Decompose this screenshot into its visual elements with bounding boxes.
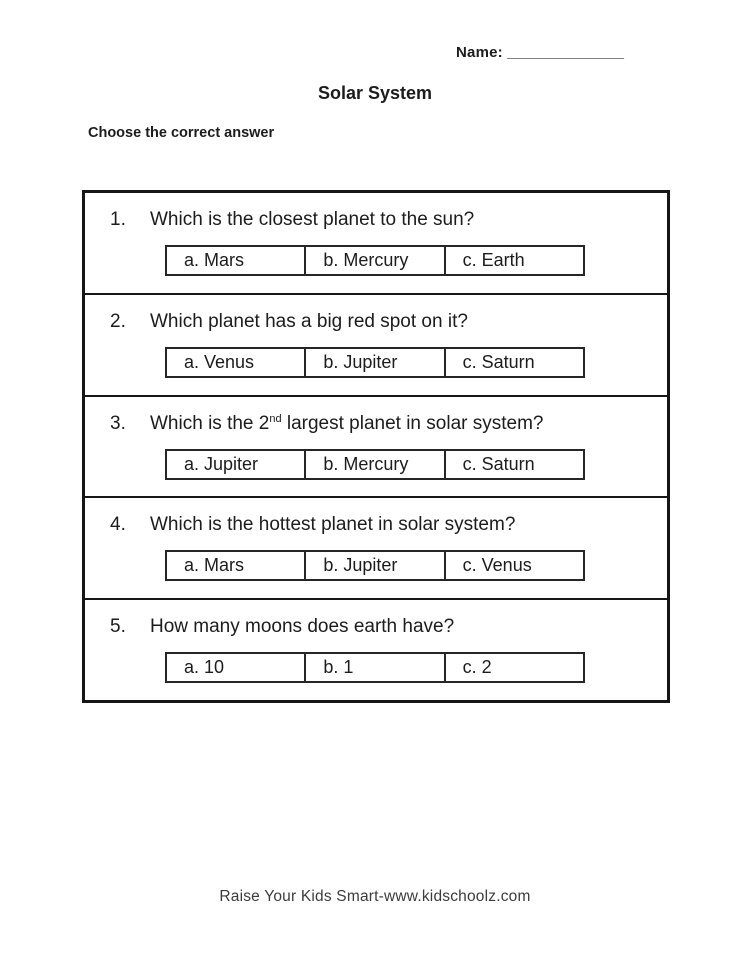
superscript-ordinal: nd <box>269 412 282 425</box>
answer-options-1 <box>165 245 585 276</box>
name-blank-field[interactable]: ______________ <box>507 44 625 61</box>
answer-option-c[interactable]: c. Saturn <box>462 351 535 372</box>
answer-option-b[interactable]: b. 1 <box>306 654 445 681</box>
answer-options-2 <box>165 347 585 378</box>
question-text: Which planet has a big red spot on it? <box>150 310 468 332</box>
question-number: 3. <box>110 412 126 434</box>
question-1 <box>110 207 667 233</box>
answer-options-3 <box>165 449 585 480</box>
answer-option-a[interactable]: a. Venus <box>167 349 306 376</box>
quiz-table <box>82 190 670 703</box>
question-text: How many moons does earth have? <box>150 616 455 638</box>
question-number: 2. <box>110 310 126 332</box>
answer-option-a[interactable]: a. 10 <box>167 654 306 681</box>
answer-option-a[interactable]: a. Mars <box>167 247 306 274</box>
answer-option-b[interactable]: b. Mercury <box>306 451 445 478</box>
instruction-text: Choose the correct answer <box>88 125 275 141</box>
answer-options-4 <box>165 550 585 581</box>
answer-option-c[interactable]: c. Saturn <box>462 453 535 474</box>
answer-option-c[interactable]: c. 2 <box>462 657 492 678</box>
answer-option-c[interactable]: c. Earth <box>462 250 525 270</box>
question-row-5 <box>85 600 667 700</box>
question-row-1 <box>85 193 667 295</box>
question-text: Which is the hottest planet in solar system? <box>150 514 516 536</box>
question-5 <box>110 614 667 640</box>
question-2 <box>110 309 667 335</box>
answer-option-b[interactable]: b. Jupiter <box>306 552 445 579</box>
question-number: 5. <box>110 616 126 638</box>
name-label: Name: <box>456 44 503 61</box>
page-title: Solar System <box>317 83 433 103</box>
footer-text: Raise Your Kids Smart-www.kidschoolz.com <box>219 888 531 905</box>
question-row-2 <box>85 295 667 397</box>
question-3 <box>110 411 667 437</box>
answer-option-b[interactable]: b. Jupiter <box>306 349 445 376</box>
question-number: 4. <box>110 514 126 536</box>
question-text-part: largest planet in solar system? <box>281 412 544 434</box>
question-text: Which is the closest planet to the sun? <box>150 209 475 230</box>
question-number: 1. <box>110 209 126 230</box>
answer-option-c[interactable]: c. Venus <box>462 555 532 576</box>
question-text-part: Which is the 2 <box>150 412 270 434</box>
question-row-4 <box>85 498 667 600</box>
answer-option-a[interactable]: a. Jupiter <box>167 451 306 478</box>
question-4 <box>110 512 667 538</box>
answer-option-b[interactable]: b. Mercury <box>306 247 445 274</box>
answer-options-5 <box>165 652 585 683</box>
name-line <box>456 44 624 61</box>
question-row-3 <box>85 397 667 499</box>
answer-option-a[interactable]: a. Mars <box>167 552 306 579</box>
